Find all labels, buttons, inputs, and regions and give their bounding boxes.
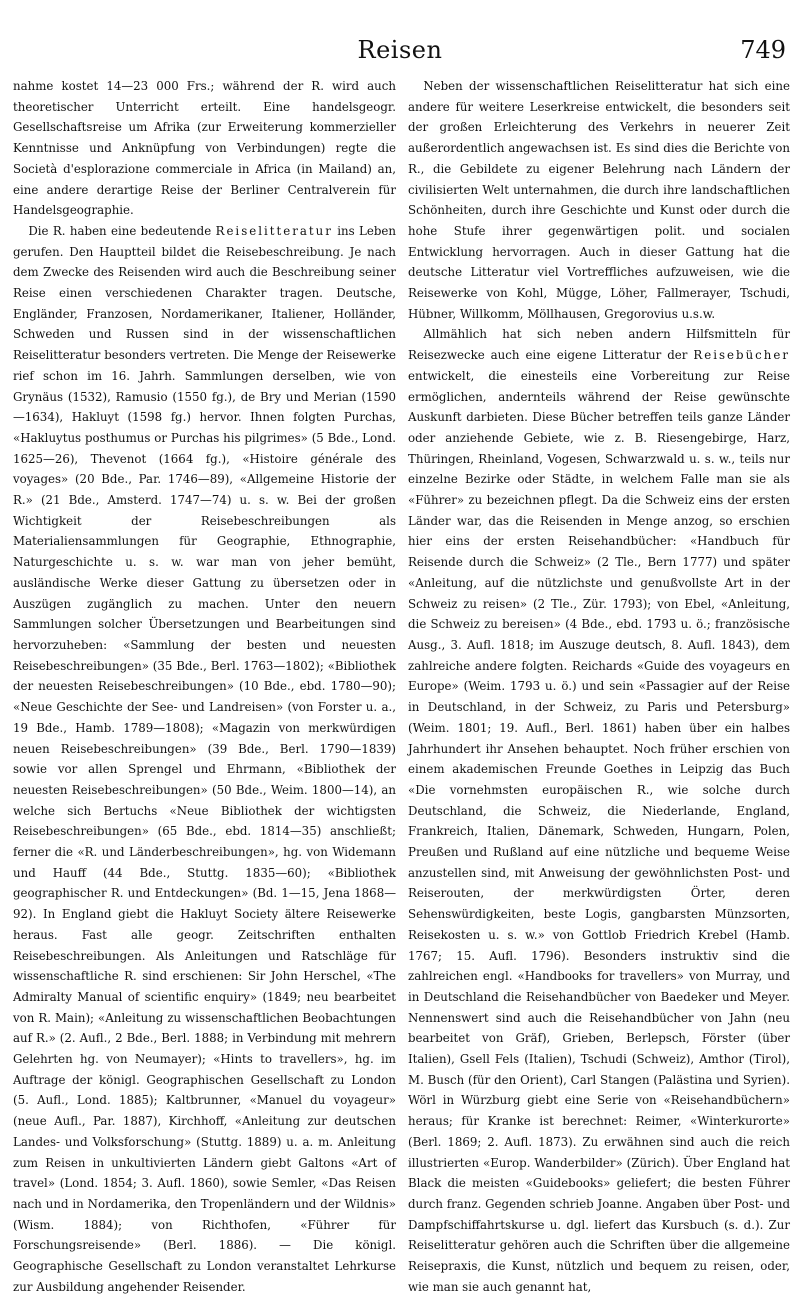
paragraph-text: ins Leben gerufen. Den Hauptteil bildet die Reisebeschreibung. Je nach dem Zwecke des Reisenden wird auch die Beschreibung seiner Reise einen verschiedenen Charakter tragen. Deutsche, Engländer, Franzosen, Nordamerikaner, Italiener, Holländer, Schweden und Russen sind in der wissenschaftlichen Reiselitteratur besonders vertreten. Die Menge der Reisewerke rief schon im 16. Jahrh. Sammlungen derselben, wie von Grynäus (1532), Ramusio (1550 fg.), de Bry und Merian (1590—1634), Hakluyt (1598 fg.) hervor. Ihnen folgten Purchas, «Hakluytus posthumus or Purchas his pilgrimes» (5 Bde., Lond. 1625—26), Thevenot (1664 fg.), «Histoire générale des voyages» (20 Bde., Par. 1746—89), «Allgemeine Historie der R.» (21 Bde., Amsterd. 1747—74) u. s. w. Bei der großen Wichtigkeit der Reisebeschreibungen als Materialiensammlungen für Geographie, Ethnographie, Naturgeschichte u. s. w. war man von jeher bemüht, ausländische Werke dieser Gattung zu übersetzen oder in Auszügen zugänglich zu machen. Unter den neuern Sammlungen solcher Übersetzungen und Bearbeitungen sind hervorzuheben: «Sammlung der besten und neuesten Reisebeschreibungen» (35 Bde., Berl. 1763—1802); «Bibliothek der neuesten Reisebeschreibungen» (10 Bde., ebd. 1780—90); «Neue Geschichte der See- und Landreisen» (von Forster u. a., 19 Bde., Hamb. 1789—1808); «Magazin von merkwürdigen neuen Reisebeschreibungen» (39 Bde., Berl. 1790—1839) sowie vor allen Sprengel und Ehrmann, «Bibliothek der neuesten Reisebeschreibungen» (50 Bde., Weim. 1800—14), an welche sich Bertuchs «Neue Bibliothek der wichtigsten Reisebeschreibungen» (65 Bde., ebd. 1814—35) anschließt; ferner die «R. und Länderbeschreibungen», hg. von Widemann und Hauff (44 Bde., Stuttg. 1835—60); «Bibliothek geographischer R. und Entdeckungen» (Bd. 1—15, Jena 1868—92). In England giebt die Hakluyt Society ältere Reisewerke heraus. Fast alle geogr. Zeitschriften enthalten Reisebeschreibungen. Als Anleitungen und Ratschläge für wissenschaftliche R. sind erschienen: Sir John Herschel, «The Admiralty Manual of scientific enquiry» (1849; neu bearbeitet von R. Main); «Anleitung zu wissenschaftlichen Beobachtungen auf R.» (2. Aufl., 2 Bde., Berl. 1888; in Verbindung mit mehrern Gelehrten hg. von Neumayer); «Hints to travellers», hg. im Auftrage der königl. Geographischen Gesellschaft zu London (5. Aufl., Lond. 1885); Kaltbrunner, «Manuel du voyageur» (neue Aufl., Par. 1887), Kirchhoff, «Anleitung zur deutschen Landes- und Volksforschung» (Stuttg. 1889) u. a. m. Anleitung zum Reisen in unkultivierten Ländern giebt Galtons «Art of travel» (Lond. 1854; 3. Aufl. 1860), sowie Semler, «Das Reisen nach und in Nordamerika, den Tropenländern und der Wildnis» (Wism. 1884); von Richthofen, «Führer für Forschungsreisende» (Berl. 1886). — Die königl. Geographische Gesellschaft zu London veranstaltet Lehrkurse zur Ausbildung angehender Reisender. xyxy=(13,223,396,1294)
paragraph-text: Die R. haben eine bedeutende xyxy=(28,223,216,238)
page-number: 749 xyxy=(740,36,786,64)
paragraph-left-2 xyxy=(13,221,396,1298)
right-column xyxy=(408,76,790,1297)
spaced-term-reisebuecher: Reisebücher xyxy=(693,348,790,363)
paragraph-text: Allmählich hat sich neben andern Hilfsmitteln für Reisezwecke auch eine eigene Litteratur der xyxy=(408,327,790,363)
left-column xyxy=(13,76,396,1297)
paragraph-left-1: nahme kostet 14—23 000 Frs.; während der R. wird auch theoretischer Unterricht erteilt. Eine handelsgeogr. Gesellschaftsreise um Afrika (zur Erweiterung kommerzieller Kenntnisse und Anknüpfung von Verbindungen) regte die Società d'esplorazione commerciale in Africa (in Mailand) an, eine andere derartige Reise der Berliner Centralverein für Handelsgeographie. xyxy=(13,79,396,218)
paragraph-right-2 xyxy=(408,324,790,1297)
paragraph-right-1: Neben der wissenschaftlichen Reiselitteratur hat sich eine andere für weitere Leserkreise entwickelt, die besonders seit der großen Erleichterung des Verkehrs in neuerer Zeit außerordentlich angewachsen ist. Es sind dies die Berichte von R., die Gebildete zu eigener Belehrung nach Ländern der civilisierten Welt unternahmen, die durch ihre landschaftlichen Schönheiten, durch ihre Geschichte und Kunst oder durch die hohe Stufe ihrer gegenwärtigen polit. und socialen Entwicklung hervorragen. Auch in dieser Gattung hat die deutsche Litteratur viel Vortreffliches aufzuweisen, wie die Reisewerke von Kohl, Mügge, Löher, Fallmerayer, Tschudi, Hübner, Willkomm, Möllhausen, Gregorovius u.s.w. xyxy=(408,79,790,321)
paragraph-text: entwickelt, die einesteils eine Vorbereitung zur Reise ermöglichen, andernteils während der Reise gewünschte Auskunft darbieten. Diese Bücher betreffen teils ganze Länder oder anziehende Gebiete, wie z. B. Riesengebirge, Harz, Thüringen, Rheinland, Vogesen, Schwarzwald u. s. w., teils nur einzelne Bezirke oder Städte, in welchem Falle man sie als «Führer» zu bezeichnen pflegt. Da die Schweiz eins der ersten Länder war, das die Reisenden in Menge anzog, so erschien hier eins der ersten Reisehandbücher: «Handbuch für Reisende durch die Schweiz» (2 Tle., Bern 1777) und später «Anleitung, auf die nützlichste und genußvollste Art in der Schweiz zu reisen» (2 Tle., Zür. 1793); von Ebel, «Anleitung, die Schweiz zu bereisen» (4 Bde., ebd. 1793 u. ö.; französische Ausg., 3. Aufl. 1818; im Auszuge deutsch, 8. Aufl. 1843), dem zahlreiche andere folgten. Reichards «Guide des voyageurs en Europe» (Weim. 1793 u. ö.) und sein «Passagier auf der Reise in Deutschland, in der Schweiz, zu Paris und Petersburg» (Weim. 1801; 19. Aufl., Berl. 1861) haben über ein halbes Jahrhundert ihr Ansehen behauptet. Noch früher erschien von einem akademischen Freunde Goethes in Leipzig das Buch «Die vornehmsten europäischen R., wie solche durch Deutschland, die Schweiz, die Niederlande, England, Frankreich, Italien, Dänemark, Schweden, Hungarn, Polen, Preußen und Rußland auf eine nützliche und bequeme Weise anzustellen sind, mit Anweisung der gewöhnlichsten Post- und Reiserouten, der merkwürdigsten Örter, deren Sehenswürdigkeiten, beste Logis, gangbarsten Münzsorten, Reisekosten u. s. w.» von Gottlob Friedrich Krebel (Hamb. 1767; 15. Aufl. 1796). Besonders instruktiv sind die zahlreichen engl. «Handbooks for travellers» von Murray, und in Deutschland die Reisehandbücher von Baedeker und Meyer. Nennenswert sind auch die Reisehandbücher von Jahn (neu bearbeitet von Gräf), Grieben, Berlepsch, Förster (über Italien), Gsell Fels (Italien), Tschudi (Schweiz), Amthor (Tirol), M. Busch (für den Orient), Carl Stangen (Palästina und Syrien). Wörl in Würzburg giebt eine Serie von «Reisehandbüchern» heraus; für Kranke ist berechnet: Reimer, «Winterkurorte» (Berl. 1869; 2. Aufl. 1873). Zu erwähnen sind auch die reich illustrierten «Europ. Wanderbilder» (Zürich). Über England hat Black die meisten «Guidebooks» geliefert; die besten Führer durch franz. Gegenden schrieb Joanne. Angaben über Post- und Dampfschiffahrtskurse u. dgl. liefert das Kursbuch (s. d.). Zur Reiselitteratur gehören auch die Schriften über die allgemeine Reisepraxis, die Kunst, nützlich und bequem zu reisen, oder, wie man sie auch genannt hat, xyxy=(408,368,790,1294)
running-head: Reisen xyxy=(357,36,443,64)
spaced-term-reiselitteratur: Reiselitteratur xyxy=(215,223,333,238)
page-header xyxy=(0,0,800,80)
